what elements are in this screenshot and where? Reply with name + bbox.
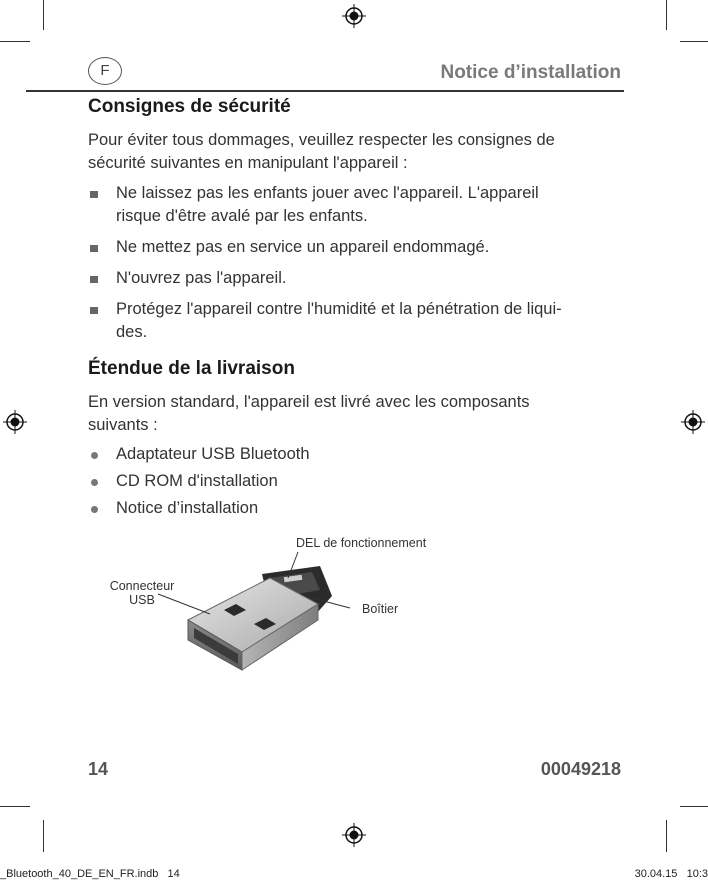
registration-mark-top bbox=[342, 4, 366, 28]
figure-label-connector bbox=[104, 579, 180, 607]
crop-mark-bottom-left-vertical bbox=[43, 820, 44, 852]
crop-mark-bottom-right-vertical bbox=[666, 820, 667, 852]
page-number: 14 bbox=[88, 759, 109, 779]
figure-label-led: DEL de fonctionnement bbox=[296, 536, 427, 550]
figure-leader-lines bbox=[150, 548, 370, 678]
list-item-line: Ne laissez pas les enfants jouer avec l'appareil. L'appareil bbox=[116, 184, 539, 202]
header-rule bbox=[26, 90, 624, 92]
crop-mark-top-left-vertical bbox=[43, 0, 44, 30]
list-item bbox=[88, 298, 628, 344]
list-item-line: N'ouvrez pas l'appareil. bbox=[116, 269, 287, 287]
delivery-intro-line: suivants : bbox=[88, 416, 158, 434]
crop-mark-bottom-left-horizontal bbox=[0, 806, 30, 807]
delivery-intro bbox=[88, 391, 628, 437]
list-item: Notice d’installation bbox=[88, 497, 628, 520]
registration-mark-right bbox=[681, 410, 705, 434]
delivery-list bbox=[88, 443, 628, 520]
header-title: Notice d’installation bbox=[440, 62, 621, 83]
list-item-line: risque d'être avalé par les enfants. bbox=[116, 207, 368, 225]
safety-intro-line: sécurité suivantes en manipulant l'appareil : bbox=[88, 154, 408, 172]
list-item bbox=[88, 182, 628, 228]
slug-filename: _Bluetooth_40_DE_EN_FR.indb 14 bbox=[0, 868, 180, 880]
list-item-line: des. bbox=[116, 323, 148, 341]
safety-intro bbox=[88, 129, 628, 175]
list-item-line: Ne mettez pas en service un appareil endommagé. bbox=[116, 238, 490, 256]
figure-label-connector-line: USB bbox=[129, 593, 155, 607]
registration-mark-bottom bbox=[342, 823, 366, 847]
list-item bbox=[88, 267, 628, 290]
crop-mark-top-right-horizontal bbox=[680, 41, 708, 42]
article-number: 00049218 bbox=[540, 759, 621, 779]
safety-intro-line: Pour éviter tous dommages, veuillez respecter les consignes de bbox=[88, 131, 555, 149]
crop-mark-top-right-vertical bbox=[666, 0, 667, 30]
list-item: Adaptateur USB Bluetooth bbox=[88, 443, 628, 466]
crop-mark-bottom-right-horizontal bbox=[680, 806, 708, 807]
safety-list bbox=[88, 182, 628, 344]
safety-heading: Consignes de sécurité bbox=[88, 96, 291, 117]
slug-date: 30.04.15 10:3 bbox=[634, 868, 708, 880]
language-badge: F bbox=[88, 57, 122, 85]
figure-label-housing: Boîtier bbox=[362, 602, 399, 616]
list-item-line: Protégez l'appareil contre l'humidité et la pénétration de liqui- bbox=[116, 300, 562, 318]
list-item: CD ROM d'installation bbox=[88, 470, 628, 493]
delivery-heading: Étendue de la livraison bbox=[88, 358, 295, 379]
crop-mark-top-left-horizontal bbox=[0, 41, 30, 42]
delivery-intro-line: En version standard, l'appareil est livré avec les composants bbox=[88, 393, 530, 411]
figure-label-connector-line: Connecteur bbox=[109, 579, 175, 593]
list-item bbox=[88, 236, 628, 259]
registration-mark-left bbox=[3, 410, 27, 434]
